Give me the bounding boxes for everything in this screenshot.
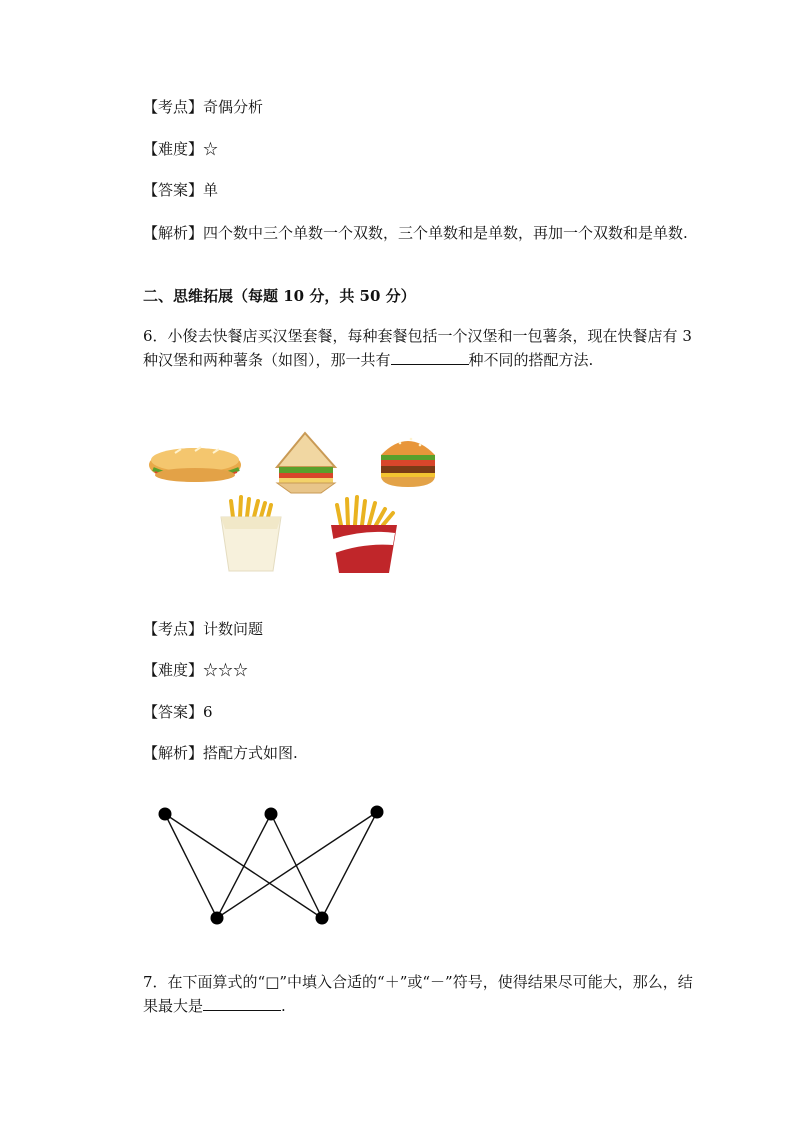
- fries-white-box-image: [221, 497, 281, 571]
- question-6-text: 6．小俊去快餐店买汉堡套餐，每种套餐包括一个汉堡和一包薯条，现在快餐店有 3 种汉堡和两种薯条（如图），那一共有: [143, 327, 692, 369]
- analysis-paragraph: 【解析】四个数中三个单数一个双数，三个单数和是单数，再加一个双数和是单数.: [143, 224, 688, 242]
- burger-node: [265, 808, 278, 821]
- edge-line: [165, 814, 217, 918]
- edge-line: [217, 814, 271, 918]
- question-7-text-end: .: [281, 997, 286, 1015]
- pairing-diagram: [150, 800, 395, 930]
- question-6-text-end: 种不同的搭配方法.: [468, 351, 594, 369]
- question-6: [143, 324, 703, 372]
- food-illustration: [145, 425, 445, 580]
- fries-node: [211, 912, 224, 925]
- q6-analysis-line: 【解析】搭配方式如图.: [143, 744, 298, 762]
- question-7: [143, 970, 703, 1018]
- q6-answer-line: 【答案】6: [143, 703, 213, 721]
- burger-node: [159, 808, 172, 821]
- q6-kaodian-line: 【考点】计数问题: [143, 620, 264, 638]
- edge-line: [322, 812, 377, 918]
- kaodian-line: 【考点】奇偶分析: [143, 98, 264, 116]
- sub-sandwich-image: [149, 447, 241, 482]
- question-7-text: 7．在下面算式的“□”中填入合适的“＋”或“－”符号，使得结果尽可能大，那么，结果最大是: [143, 973, 693, 1015]
- burger-node: [371, 806, 384, 819]
- fries-red-box-image: [331, 497, 397, 573]
- answer-blank: [203, 996, 281, 1011]
- club-sandwich-image: [277, 433, 335, 493]
- q6-difficulty-line: 【难度】☆☆☆: [143, 661, 249, 679]
- hamburger-image: [381, 438, 435, 487]
- difficulty-line: 【难度】☆: [143, 140, 219, 158]
- fries-node: [316, 912, 329, 925]
- answer-blank: [391, 350, 469, 365]
- section-heading: 二、思维拓展（每题 10 分，共 50 分）: [143, 287, 416, 305]
- answer-line: 【答案】单: [143, 181, 219, 199]
